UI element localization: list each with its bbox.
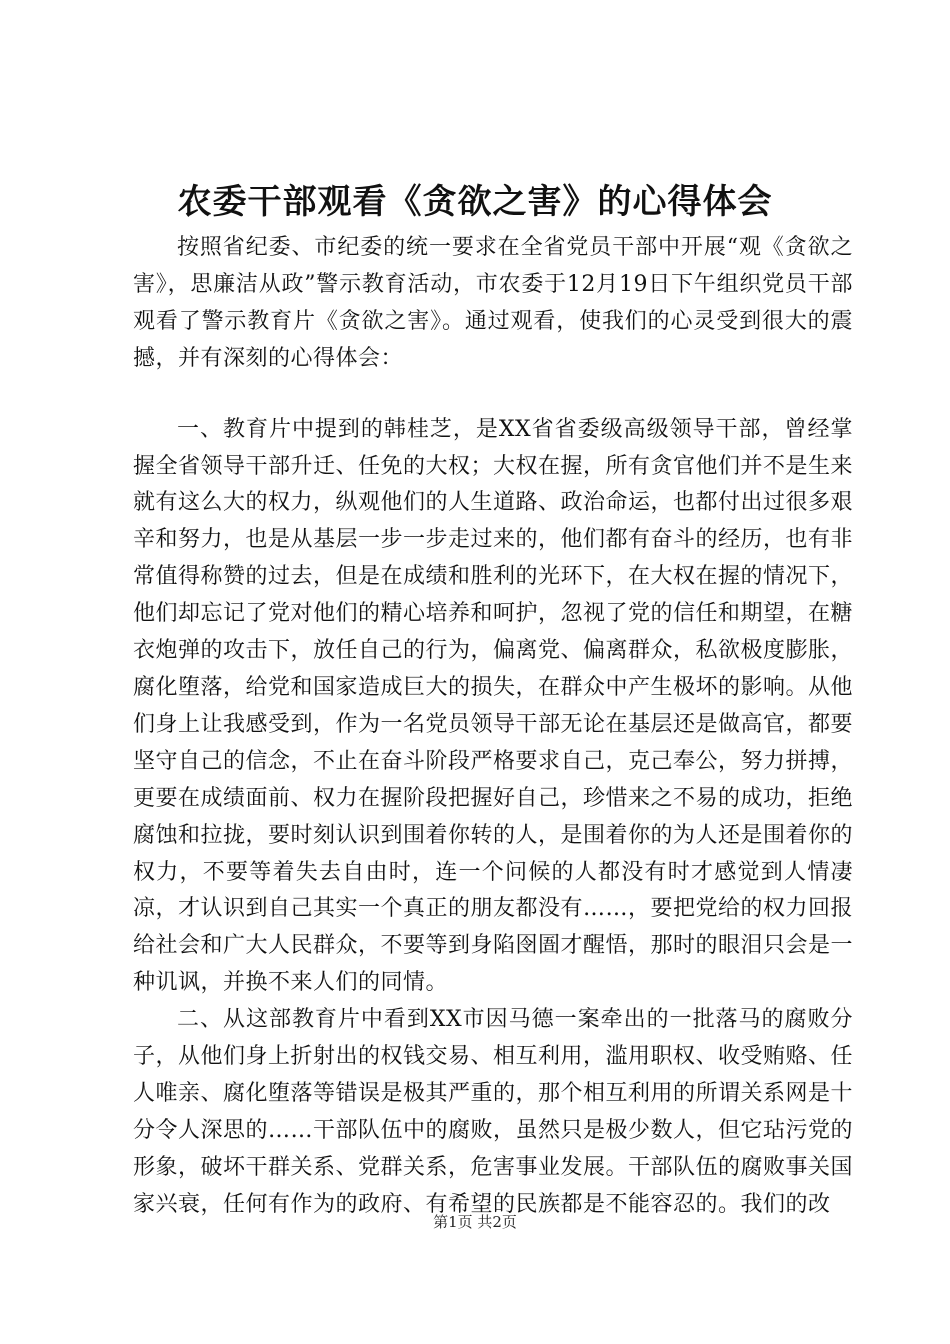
paragraph-spacer	[133, 378, 853, 412]
paragraph-point-one: 一、教育片中提到的韩桂芝，是XX省省委级高级领导干部，曾经掌握全省领导干部升迁、任免的大权；大权在握，所有贪官他们并不是生来就有这么大的权力，纵观他们的人生道路、政治命运，也都付出过很多艰辛和努力，也是从基层一步一步走过来的，他们都有奋斗的经历，也有非常值得称赞的过去，但是在成绩和胜利的光环下，在大权在握的情况下，他们却忘记了党对他们的精心培养和呵护，忽视了党的信任和期望，在糖衣炮弹的攻击下，放任自己的行为，偏离党、偏离群众，私欲极度膨胀，腐化堕落，给党和国家造成巨大的损失，在群众中产生极坏的影响。从他们身上让我感受到，作为一名党员领导干部无论在基层还是做高官，都要坚守自己的信念，不止在奋斗阶段严格要求自己，克己奉公，努力拼搏，更要在成绩面前、权力在握阶段把握好自己，珍惜来之不易的成功，拒绝腐蚀和拉拢，要时刻认识到围着你转的人，是围着你的为人还是围着你的权力，不要等着失去自由时，连一个问候的人都没有时才感觉到人情凄凉，才认识到自己其实一个真正的朋友都没有……，要把党给的权力回报给社会和广大人民群众，不要等到身陷囹圄才醒悟，那时的眼泪只会是一种讥讽，并换不来人们的同情。	[133, 416, 854, 996]
paragraph-intro: 按照省纪委、市纪委的统一要求在全省党员干部中开展“观《贪欲之害》，思廉洁从政”警示教育活动，市农委于12月19日下午组织党员干部观看了警示教育片《贪欲之害》。通过观看，使我们的心灵受到很大的震撼，并有深刻的心得体会：	[133, 235, 853, 371]
document-body	[133, 230, 853, 1224]
page-number-footer: 第1页 共2页	[433, 1213, 517, 1231]
paragraph-point-two: 二、从这部教育片中看到XX市因马德一案牵出的一批落马的腐败分子，从他们身上折射出的权钱交易、相互利用，滥用职权、收受贿赂、任人唯亲、腐化堕落等错误是极其严重的，那个相互利用的所谓关系网是十分令人深思的……干部队伍中的腐败，虽然只是极少数人，但它玷污党的形象，破坏干群关系、党群关系，危害事业发展。干部队伍的腐败事关国家兴衰，任何有作为的政府、有希望的民族都是不能容忍的。我们的改	[133, 1007, 854, 1217]
document-title: 农委干部观看《贪欲之害》的心得体会	[177, 182, 773, 222]
